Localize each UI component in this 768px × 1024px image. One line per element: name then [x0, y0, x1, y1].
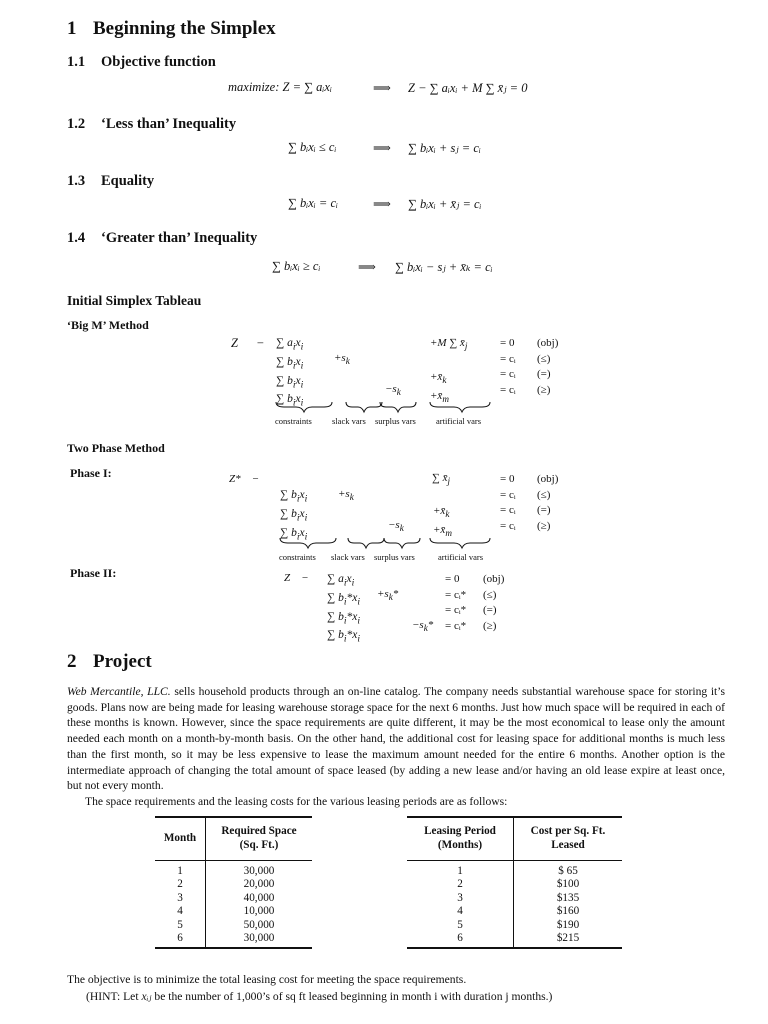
phase1-constraints: ∑ $b_ix_i$ ∑ $b_ix_i$ ∑ $b_ix_i$	[280, 489, 308, 542]
phase2-types: (obj) (≤) (=) (≥)	[483, 573, 505, 632]
table-row: 6 $215	[407, 932, 622, 948]
leasing-cost-table	[407, 816, 622, 949]
phase1-label-surplus: surplus vars	[374, 552, 415, 562]
section-1-heading: 1 Beginning the Simplex	[67, 18, 276, 39]
space-table-header-month: Month	[155, 817, 206, 861]
phase2-rhs: = 0 = cᵢ* = cᵢ* = cᵢ*	[445, 573, 467, 632]
table-row: 6 30,000	[155, 932, 312, 948]
label-slack-vars: slack vars	[332, 416, 366, 426]
cost-table-wrap	[407, 816, 622, 949]
space-requirements-table	[155, 816, 312, 949]
tableau-minus: −	[256, 336, 265, 350]
phase1-rhs: = 0 = cᵢ = cᵢ = cᵢ	[500, 473, 516, 532]
phase2-slack: $+s_k*$	[377, 588, 399, 603]
arrow-4: ⟹	[358, 260, 376, 274]
space-table-header-required: Required Space (Sq. Ft.)	[221, 825, 297, 851]
tableau-z: Z	[231, 336, 238, 350]
phase1-types: (obj) (≤) (=) (≥)	[537, 473, 559, 532]
constraint-terms: ∑ $a_ix_i$ ∑ $b_ix_i$ ∑ $b_ix_i$ ∑ $b_ix_i$	[276, 337, 304, 409]
phase1-artificials: $+x̄_k$ $+x̄_m$	[433, 505, 452, 538]
equality-rhs: ∑ bᵢxᵢ + x̄ⱼ = cᵢ	[408, 197, 482, 211]
hint-statement: (HINT: Let xᵢⱼ be the number of 1,000’s of sq ft leased beginning in month i with duration j months.)	[86, 990, 553, 1003]
phase2-z: Z −	[284, 572, 309, 584]
arrow-2: ⟹	[373, 141, 391, 155]
section-2-heading: 2 Project	[67, 651, 152, 672]
cost-table-header-cost: Cost per Sq. Ft. Leased	[530, 825, 606, 851]
subsection-1-2-heading: 1.2 ‘Less than’ Inequality	[67, 116, 237, 132]
subsection-1-1-heading: 1.1 Objective function	[67, 54, 216, 70]
big-m-heading: ‘Big M’ Method	[67, 318, 149, 332]
two-phase-heading: Two Phase Method	[67, 441, 165, 455]
project-paragraph-1: sells household products through an on-line catalog. The company needs substantial warehouse space for storing it’s goods. Plans now are being made for leasing warehouse storage space for the next 6 months. Just how much space will be required in each of these months is known. However, since the space requirements are quite different, it may be the most economical to lease only the amount needed each month on a month-by-month basis. On the other hand, the additional cost for leasing space for additional months is much less than the first month, so it may be less expensive to lease the maximum amount needed for the entire 6 months. Another option is the intermediate approach of changing the total amount of space leased (by adding a new lease and/or having an old lease expire at least once, but not every month.	[67, 685, 725, 793]
label-surplus-vars: surplus vars	[375, 416, 416, 426]
phase1-slack: $+s_k$	[338, 488, 354, 503]
company-name: Web Mercantile, LLC.	[67, 685, 171, 698]
less-than-lhs: ∑ bᵢxᵢ ≤ cᵢ	[288, 140, 337, 154]
project-paragraph-2: The space requirements and the leasing costs for the various leasing periods are as follows:	[85, 794, 508, 808]
slack-term: $+s_k$	[334, 352, 350, 367]
phase-2-label: Phase II:	[70, 566, 117, 580]
less-than-rhs: ∑ bᵢxᵢ + sⱼ = cᵢ	[408, 141, 481, 155]
greater-than-lhs: ∑ bᵢxᵢ ≥ cᵢ	[272, 259, 321, 273]
table-row: 5 $190	[407, 919, 622, 932]
table-row: 3 $135	[407, 892, 622, 905]
artificial-terms: +M ∑ $x̄_j$ $+x̄_k$ $+x̄_m$	[430, 337, 468, 405]
subsection-1-4-heading: 1.4 ‘Greater than’ Inequality	[67, 230, 258, 246]
surplus-term: $-s_k$	[385, 383, 401, 398]
label-artificial-vars: artificial vars	[436, 416, 482, 426]
phase2-constraints: ∑ $a_ix_i$ ∑ $b_i*x_i$ ∑ $b_i*x_i$ ∑ $b_i*x_i$	[327, 573, 361, 645]
phase1-braces	[278, 536, 498, 550]
objective-rhs: Z − ∑ aᵢxᵢ + M ∑ x̄ⱼ = 0	[408, 81, 528, 95]
subsection-1-3-heading: 1.3 Equality	[67, 173, 155, 189]
phase1-label-slack: slack vars	[331, 552, 365, 562]
table-row: 4 $160	[407, 905, 622, 918]
objective-lhs: maximize: Z = ∑ aᵢxᵢ	[228, 80, 332, 94]
big-m-braces	[274, 400, 494, 414]
phase1-label-constraints: constraints	[279, 552, 316, 562]
equality-lhs: ∑ bᵢxᵢ = cᵢ	[288, 196, 338, 210]
phase1-artificial-sum: ∑ $x̄_j$	[432, 472, 451, 487]
table-row: 4 10,000	[155, 905, 312, 918]
arrow-1: ⟹	[373, 81, 391, 95]
table-row: 2 $100	[407, 878, 622, 891]
table-row: 1 $ 65	[407, 861, 622, 879]
project-description	[67, 684, 725, 810]
greater-than-rhs: ∑ bᵢxᵢ − sⱼ + x̄ₖ = cᵢ	[395, 260, 493, 274]
cost-table-header-period: Leasing Period (Months)	[407, 817, 514, 861]
phase2-surplus: $-s_k*$	[412, 619, 434, 634]
space-table-wrap	[155, 816, 312, 949]
phase-1-label: Phase I:	[70, 466, 112, 480]
arrow-3: ⟹	[373, 197, 391, 211]
table-row: 1 30,000	[155, 861, 312, 879]
table-row: 5 50,000	[155, 919, 312, 932]
phase1-label-artificial: artificial vars	[438, 552, 484, 562]
tableau-heading: Initial Simplex Tableau	[67, 293, 202, 308]
table-row: 2 20,000	[155, 878, 312, 891]
table-row: 3 40,000	[155, 892, 312, 905]
phase1-z: Z* −	[229, 473, 260, 485]
label-constraints: constraints	[275, 416, 312, 426]
type-column: (obj) (≤) (=) (≥)	[537, 337, 559, 396]
phase1-surplus: $-s_k$	[388, 519, 404, 534]
rhs-column: = 0 = cᵢ = cᵢ = cᵢ	[500, 337, 516, 396]
objective-statement: The objective is to minimize the total leasing cost for meeting the space requirements.	[67, 973, 467, 986]
